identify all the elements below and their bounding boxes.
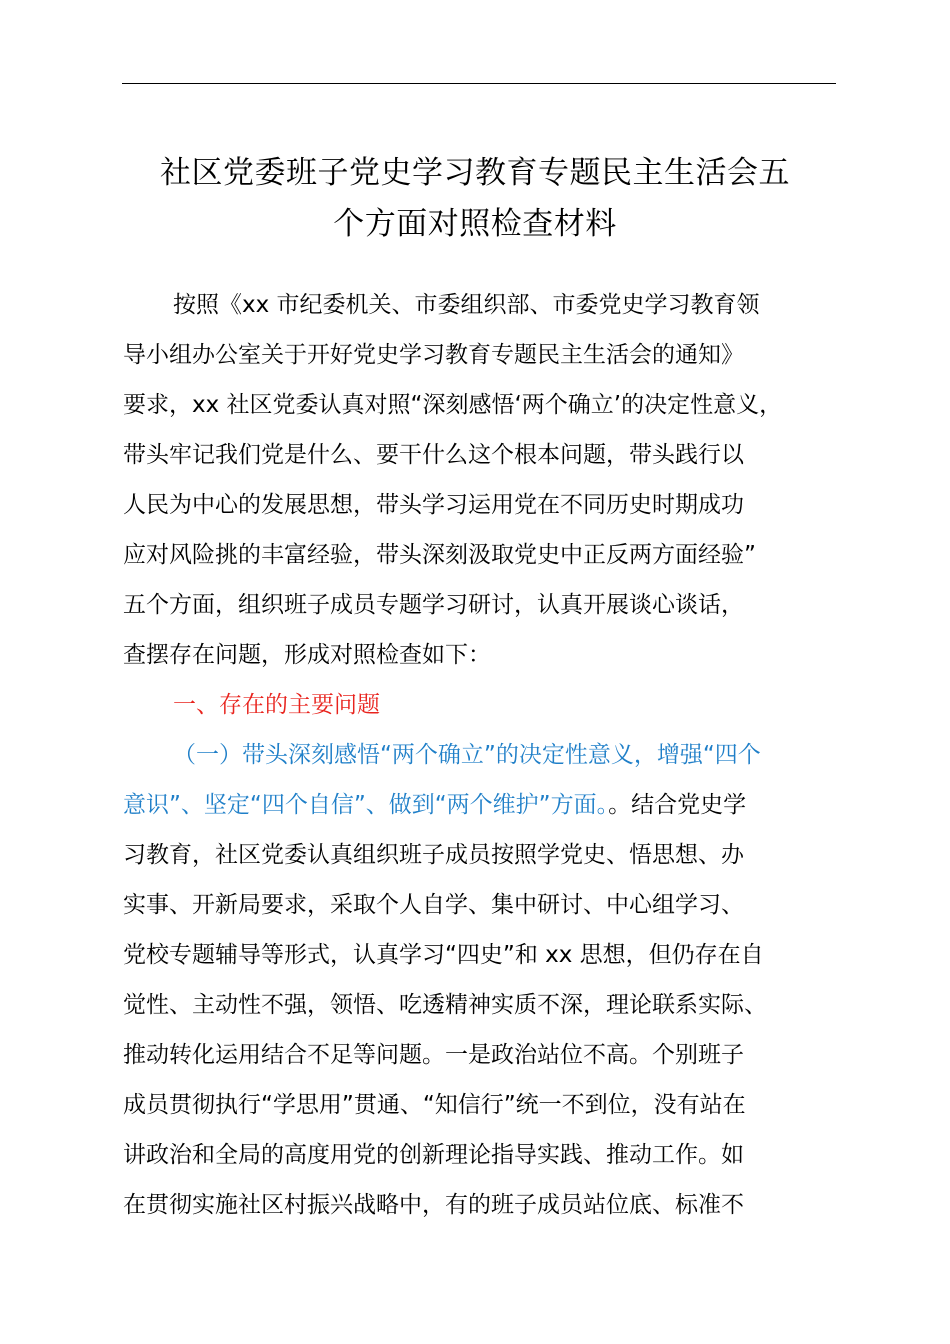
body-line-7: 讲政治和全局的高度用党的创新理论指导实践、推动工作。如 xyxy=(123,1142,744,1168)
document-body xyxy=(123,280,843,1230)
body-line-6: 成员贯彻执行“学思用”贯通、“知信行”统一不到位，没有站在 xyxy=(123,1092,746,1118)
body-line-1: 习教育，社区党委认真组织班子成员按照学党史、悟思想、办 xyxy=(123,842,744,868)
intro-line-8: 查摆存在问题，形成对照检查如下： xyxy=(123,642,491,668)
intro-line-5: 人民为中心的发展思想，带头学习运用党在不同历史时期成功 xyxy=(123,492,744,518)
subheading-line-2-rest: 。结合党史学 xyxy=(608,792,747,818)
title-line-1: 社区党委班子党史学习教育专题民主生活会五 xyxy=(160,155,790,191)
body-line-5: 推动转化运用结合不足等问题。一是政治站位不高。个别班子 xyxy=(123,1042,744,1068)
body-line-8: 在贯彻实施社区村振兴战略中，有的班子成员站位底、标准不 xyxy=(123,1192,744,1218)
intro-line-6: 应对风险挑的丰富经验，带头深刻汲取党史中正反两方面经验” xyxy=(123,542,756,568)
document-title xyxy=(110,148,840,250)
section-heading: 一、存在的主要问题 xyxy=(173,692,380,718)
subheading-line-1: （一）带头深刻感悟“两个确立”的决定性意义，增强“四个 xyxy=(173,742,761,768)
intro-line-2: 导小组办公室关于开好党史学习教育专题民主生活会的通知》 xyxy=(123,342,744,368)
intro-line-1: 按照《xx 市纪委机关、市委组织部、市委党史学习教育领 xyxy=(173,292,760,318)
intro-line-3: 要求，xx 社区党委认真对照“深刻感悟‘两个确立’的决定性意义， xyxy=(123,392,783,418)
intro-line-4: 带头牢记我们党是什么、要干什么这个根本问题，带头践行以 xyxy=(123,442,744,468)
body-line-2: 实事、开新局要求，采取个人自学、集中研讨、中心组学习、 xyxy=(123,892,744,918)
body-line-3: 党校专题辅导等形式，认真学习“四史”和 xx 思想，但仍存在自 xyxy=(123,942,764,968)
subheading-line-2 xyxy=(123,780,843,830)
intro-line-7: 五个方面，组织班子成员专题学习研讨，认真开展谈心谈话， xyxy=(123,592,744,618)
body-line-4: 觉性、主动性不强，领悟、吃透精神实质不深，理论联系实际、 xyxy=(123,992,767,1018)
title-line-2: 个方面对照检查材料 xyxy=(333,206,617,242)
header-rule xyxy=(122,83,836,84)
subheading-line-2-blue: 意识”、坚定“四个自信”、做到“两个维护”方面。 xyxy=(123,792,609,818)
